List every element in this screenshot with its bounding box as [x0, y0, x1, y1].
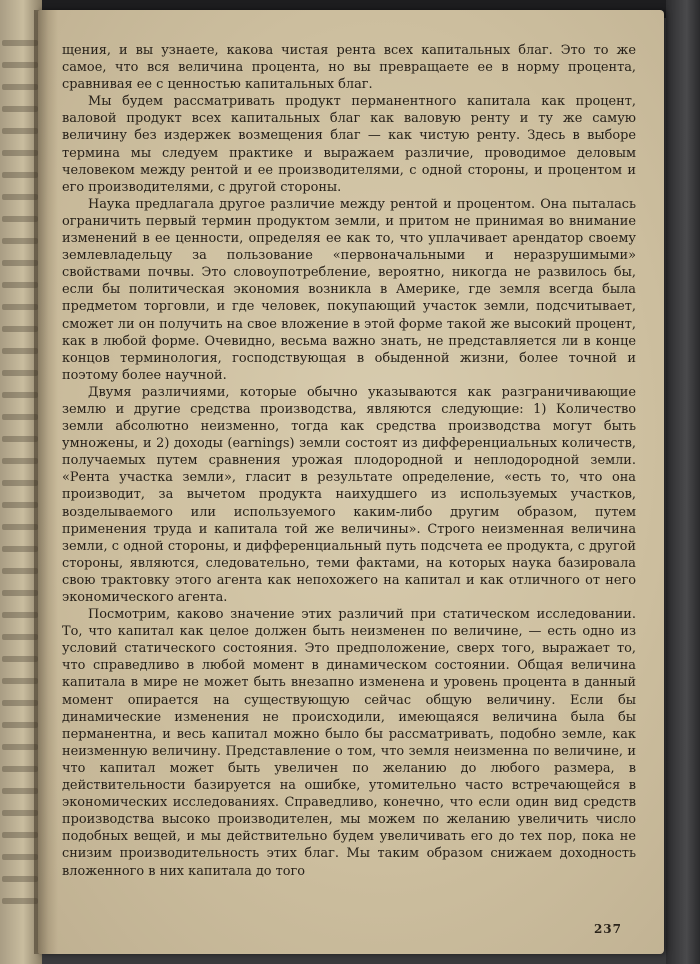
paragraph-1: щения, и вы узнаете, какова чистая рента всех капитальных благ. Это то же самое, что вся величина процента, но вы превращаете ее в норму процента, сравнивая ее с ценностью капитальных благ. — [62, 43, 636, 93]
page-body-text — [62, 42, 636, 880]
book-gutter-shadow — [34, 10, 58, 954]
paragraph-5: Посмотрим, каково значение этих различий при статическом исследовании. То, что капитал как целое должен быть неизменен по величине, — есть одно из условий статического состояния. Это предположение, сверх того, выражает то, что справедливо в любой момент в динамическом состоянии. Общая величина капитала в мире не может быть внезапно изменена и уровень процента в данный момент опирается на существующую сейчас общую величину. Если бы динамические изменения не происходили, имеющаяся величина была бы перманентна, и весь капитал можно было бы рассматривать, подобно земле, как неизменную величину. Представление о том, что земля неизменна по величине, и что капитал может быть увеличен по желанию до любого размера, в действительности базируется на ошибке, утомительно часто встречающейся в экономических исследованиях. Справедливо, конечно, что если один вид средств производства высоко производителен, мы можем по желанию увеличить число подобных вещей, и мы действительно будем увеличивать его до тех пор, пока не снизим производительность этих благ. Мы таким образом снижаем доходность вложенного в них капитала до того — [62, 607, 636, 879]
paragraph-4: Двумя различиями, которые обычно указываются как разграничивающие землю и другие средства производства, являются следующие: 1) Количество земли абсолютно неизменно, тогда как средства производства могут быть умножены, и 2) доходы (earnings) земли состоят из дифференциальных количеств, получаемых путем сравнения урожая плодородной и неплодородной земли. «Рента участка земли», гласит в результате определение, «есть то, что она производит, за вычетом продукта наихудшего из используемых участков, возделываемого или используемого каким-либо другим образом, путем применения труда и капитала той же величины». Строго неизменная величина земли, с одной стороны, и дифференциальный путь подсчета ее продукта, с другой стороны, являются, следовательно, теми фактами, на которых наука базировала свою трактовку этого агента как непохожего на капитал и как отличного от него экономического агента. — [62, 384, 636, 605]
paragraph-3: Наука предлагала другое различие между рентой и процентом. Она пыталась ограничить первый термин продуктом земли, и притом не принимая во внимание изменений в ее ценности, определяя ее как то, что уплачивает арендатор своему землевладельцу за пользование «первоначальными и неразрушимыми» свойствами почвы. Это словоупотребление, вероятно, никогда не развилось бы, если бы политическая экономия возникла в Америке, где земля всегда была предметом торговли, и где человек, покупающий участок земли, подсчитывает, сможет ли он получить на свое вложение в этой форме такой же высокий процент, как в любой форме. Очевидно, весьма важно знать, не представляется ли в конце концов терминология, господствующая в обыденной жизни, более точной и поэтому более научной. — [62, 196, 636, 383]
book-cover-edge — [666, 0, 700, 964]
paragraph-2: Мы будем рассматривать продукт перманентного капитала как процент, валовой продукт всех капитальных благ как валовую ренту и ту же самую величину без издержек возмещения благ — как чистую ренту. Здесь в выборе термина мы следуем практике и выражаем различие, проводимое деловым человеком между рентой и ее производителями, с одной стороны, и процентом и его производителями, с другой стороны. — [62, 94, 636, 195]
page-number: 237 — [593, 922, 622, 936]
book-page — [38, 10, 664, 954]
